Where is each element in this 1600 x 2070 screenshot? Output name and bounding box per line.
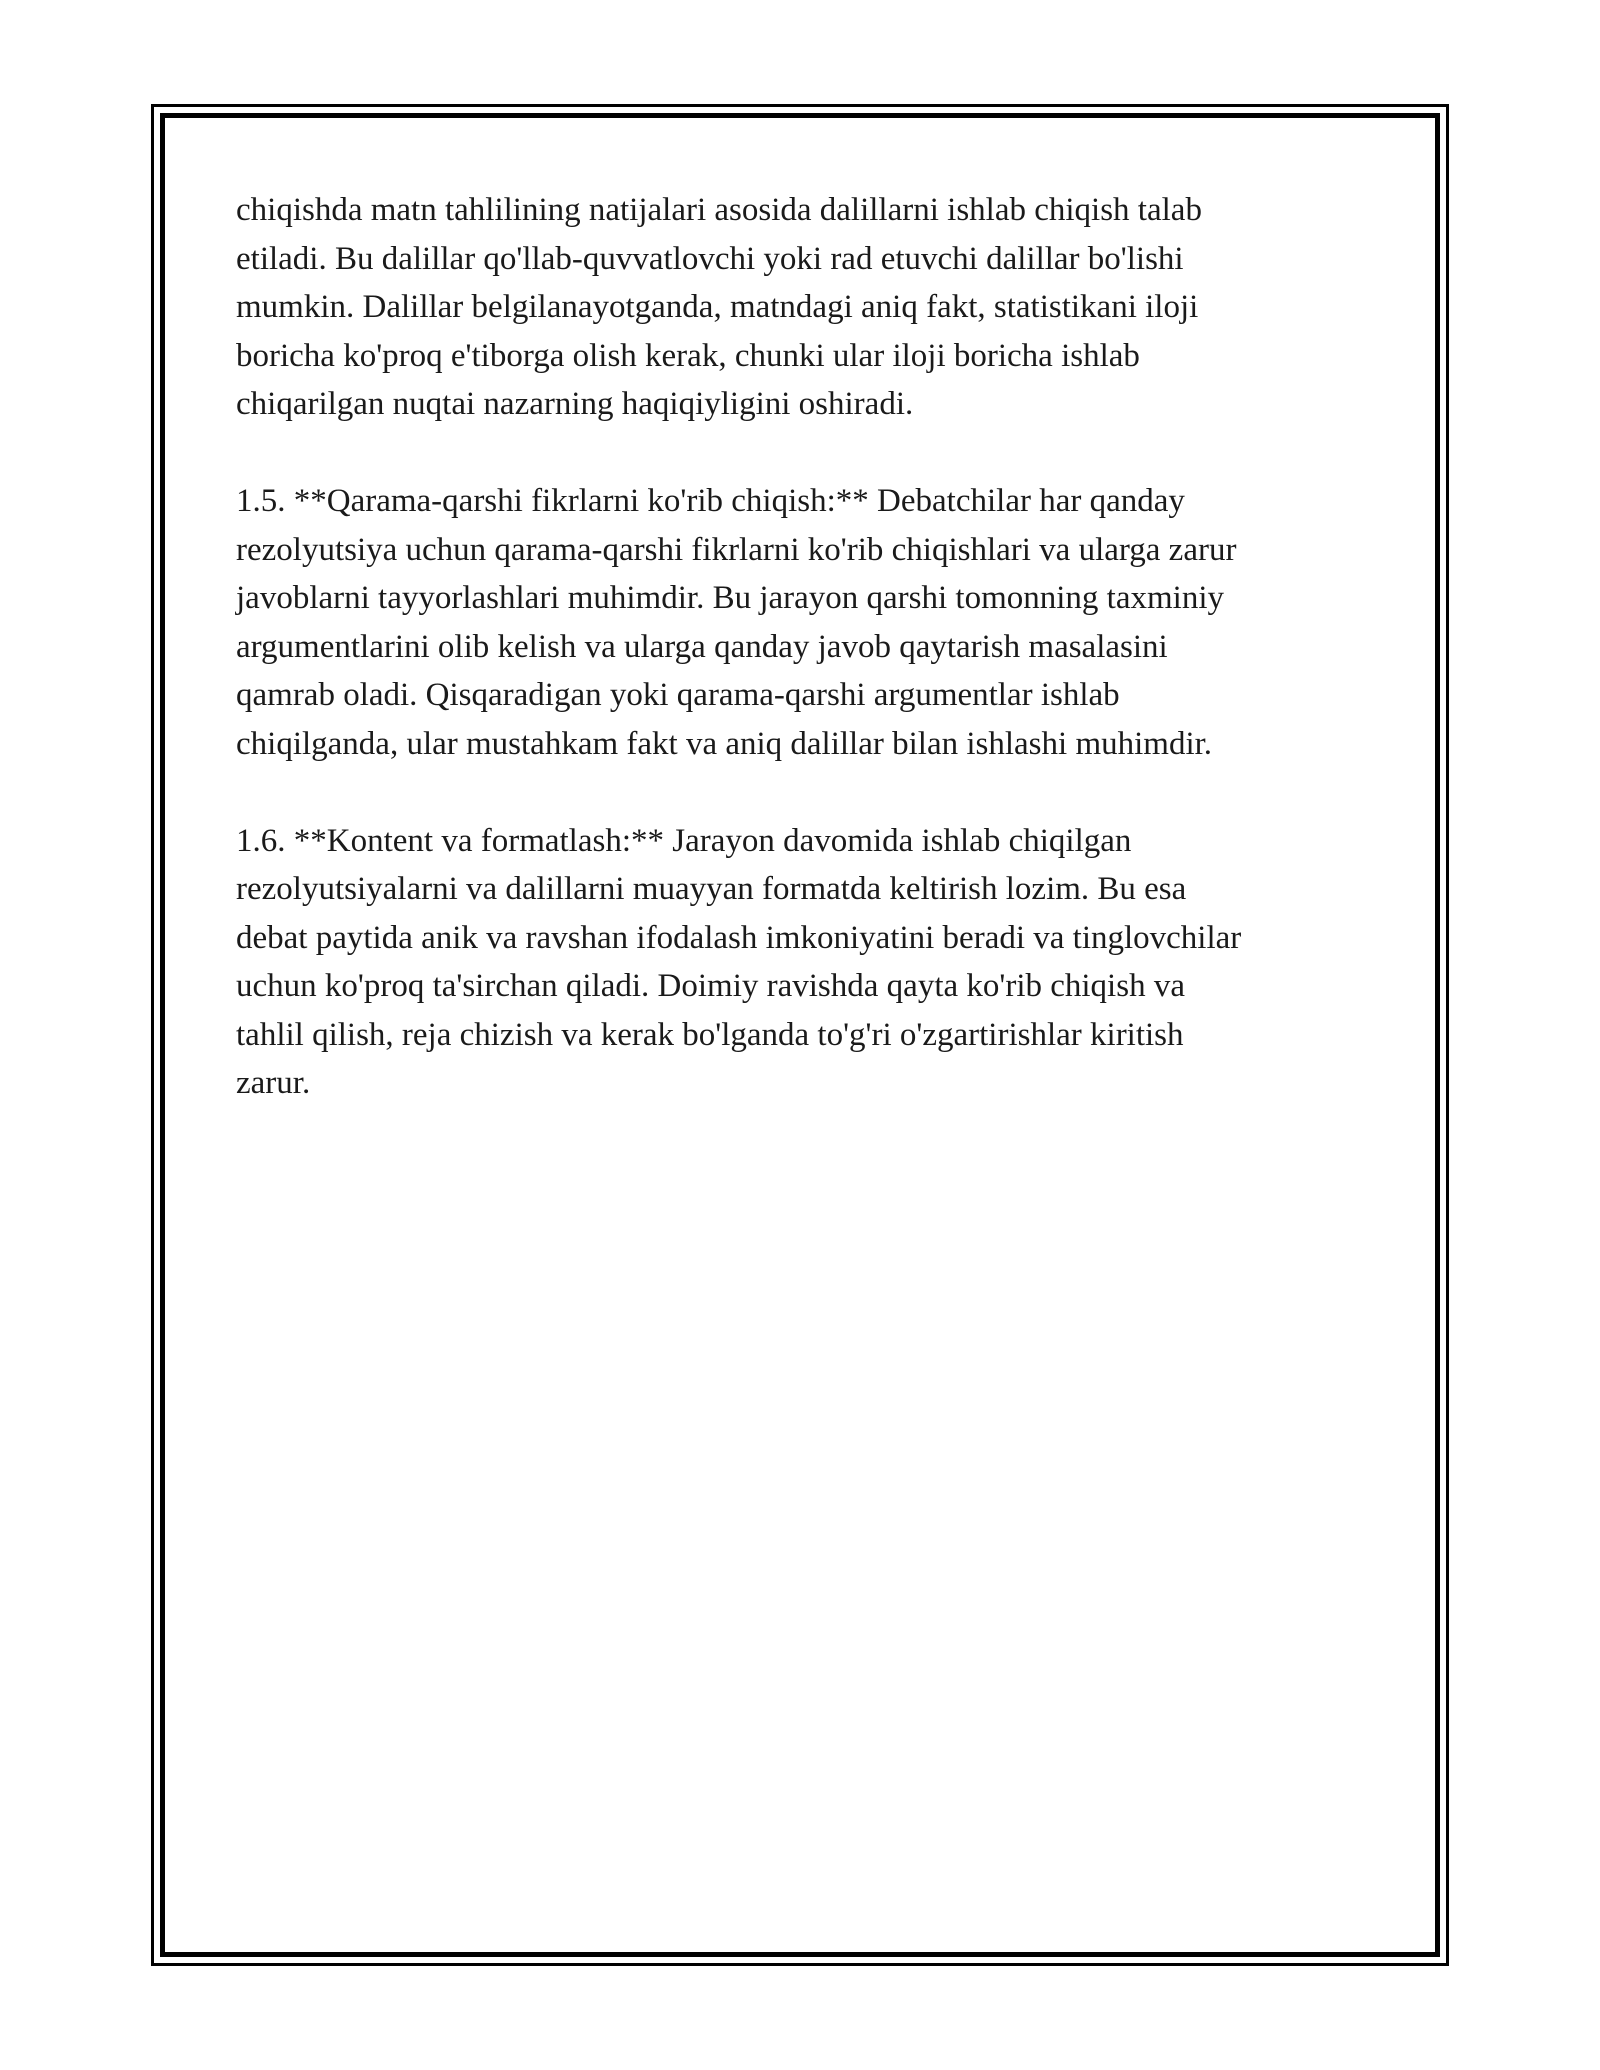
text-line: boricha ko'proq e'tiborga olish kerak, chunki ular iloji boricha ishlab — [236, 337, 1140, 374]
text-line: chiqilganda, ular mustahkam fakt va aniq dalillar bilan ishlashi muhimdir. — [236, 725, 1213, 762]
text-line: zarur. — [236, 1065, 311, 1101]
document-body — [236, 186, 1376, 1156]
paragraph-section-1-5 — [236, 477, 1376, 768]
text-line: tahlil qilish, reja chizish va kerak bo'lganda to'g'ri o'zgartirishlar kiritish — [236, 1016, 1184, 1053]
text-line: chiqarilgan nuqtai nazarning haqiqiyligini oshiradi. — [236, 386, 914, 422]
text-line: uchun ko'proq ta'sirchan qiladi. Doimiy ravishda qayta ko'rib chiqish va — [236, 968, 1185, 1004]
text-line: rezolyutsiyalarni va dalillarni muayyan formatda keltirish lozim. Bu esa — [236, 871, 1187, 907]
text-line: mumkin. Dalillar belgilanayotganda, matndagi aniq fakt, statistikani iloji — [236, 289, 1199, 325]
text-line: rezolyutsiya uchun qarama-qarshi fikrlarni ko'rib chiqishlari va ularga zarur — [236, 531, 1237, 568]
text-line: etiladi. Bu dalillar qo'llab-quvvatlovchi yoki rad etuvchi dalillar bo'lishi — [236, 240, 1184, 277]
paragraph-section-1-6 — [236, 817, 1376, 1108]
text-line: 1.6. **Kontent va formatlash:** Jarayon davomida ishlab chiqilgan — [236, 822, 1132, 859]
text-line: qamrab oladi. Qisqaradigan yoki qarama-qarshi argumentlar ishlab — [236, 677, 1120, 713]
text-line: javoblarni tayyorlashlari muhimdir. Bu jarayon qarshi tomonning taxminiy — [236, 580, 1225, 616]
paragraph-evidence — [236, 186, 1376, 429]
text-line: argumentlarini olib kelish va ularga qanday javob qaytarish masalasini — [236, 628, 1168, 665]
text-line: 1.5. **Qarama-qarshi fikrlarni ko'rib chiqish:** Debatchilar har qanday — [236, 483, 1185, 519]
text-line: debat paytida anik va ravshan ifodalash imkoniyatini beradi va tinglovchilar — [236, 919, 1242, 956]
text-line: chiqishda matn tahlilining natijalari asosida dalillarni ishlab chiqish talab — [236, 192, 1202, 228]
